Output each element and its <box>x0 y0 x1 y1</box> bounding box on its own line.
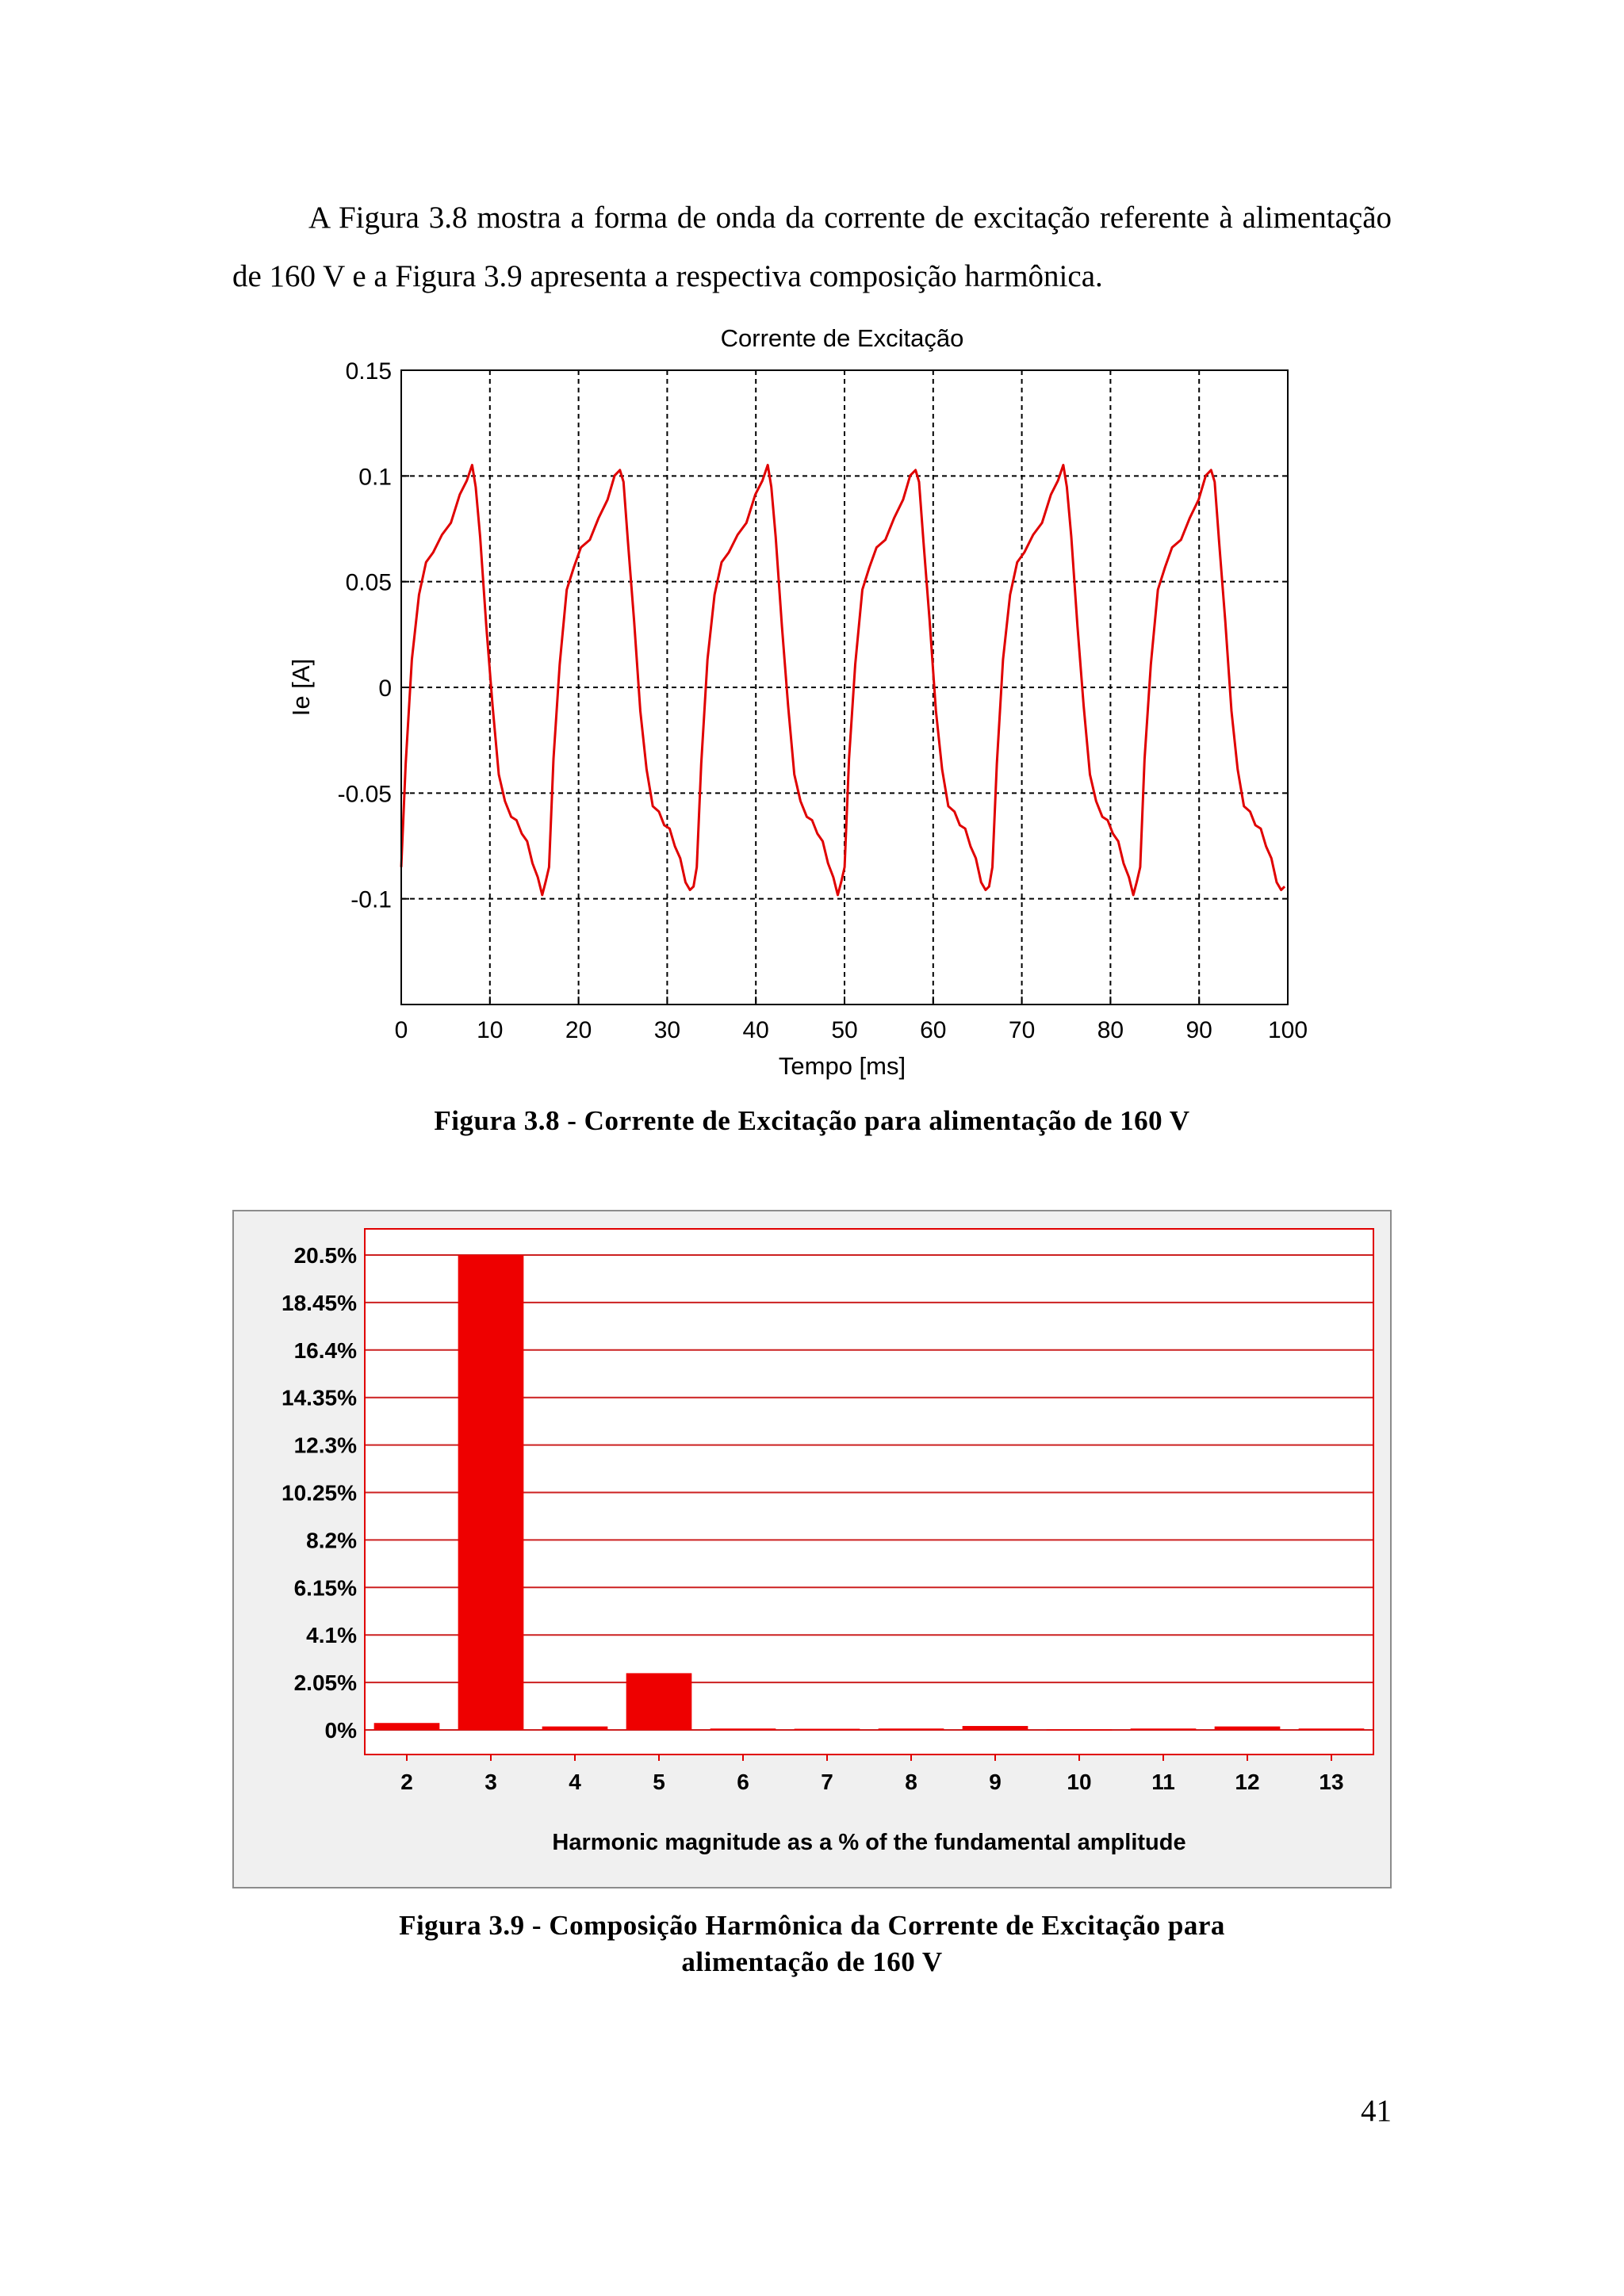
x-tick-label: 13 <box>1319 1770 1344 1794</box>
x-tick-label: 12 <box>1235 1770 1260 1794</box>
bar-harmonic-3 <box>458 1255 524 1730</box>
y-tick-labels <box>282 1243 357 1743</box>
bar-harmonic-10 <box>1047 1729 1113 1730</box>
figure-3-9-caption <box>232 1908 1392 1980</box>
x-axis-label: Harmonic magnitude as a % of the fundamental amplitude <box>552 1830 1186 1855</box>
y-tick-label: 4.1% <box>306 1623 357 1648</box>
y-tick-label: 16.4% <box>293 1337 357 1363</box>
bar-harmonic-7 <box>795 1729 860 1730</box>
x-tick-label: 100 <box>1267 1017 1308 1043</box>
bar-harmonic-4 <box>542 1727 608 1730</box>
x-tick-label: 70 <box>1008 1017 1036 1043</box>
bar-harmonic-5 <box>626 1673 692 1730</box>
y-tick-label: 6.15% <box>293 1575 357 1601</box>
x-tick-labels <box>395 1017 1308 1043</box>
bar-harmonic-12 <box>1215 1727 1281 1730</box>
y-tick-label: 18.45% <box>282 1290 357 1315</box>
x-tick-label: 90 <box>1185 1017 1212 1043</box>
x-tick-label: 40 <box>742 1017 769 1043</box>
bar-harmonic-2 <box>374 1723 440 1730</box>
x-tick-label: 20 <box>565 1017 592 1043</box>
x-tick-labels <box>400 1770 1343 1794</box>
x-tick-label: 2 <box>400 1770 413 1794</box>
y-tick-label: 12.3% <box>293 1433 357 1458</box>
bar-harmonic-6 <box>710 1728 776 1730</box>
y-tick-label: -0.1 <box>350 886 392 913</box>
excitation-current-chart <box>0 0 1624 1094</box>
chart-title: Corrente de Excitação <box>720 324 964 352</box>
x-axis-label: Tempo [ms] <box>778 1052 906 1080</box>
bar-harmonic-8 <box>879 1728 944 1730</box>
y-tick-label: 20.5% <box>293 1243 357 1268</box>
x-tick-label: 0 <box>394 1017 408 1043</box>
figure-3-8-caption: Figura 3.8 - Corrente de Excitação para alimentação de 160 V <box>434 1105 1190 1136</box>
x-tick-label: 3 <box>485 1770 497 1794</box>
y-tick-label: 0.1 <box>358 464 392 491</box>
x-tick-label: 50 <box>831 1017 858 1043</box>
x-tick-label: 30 <box>653 1017 681 1043</box>
paragraph-line-2: alimentação de 160 V e a Figura 3.9 apresenta a respectiva composição harmônica. <box>232 201 1392 293</box>
x-tick-label: 80 <box>1097 1017 1124 1043</box>
y-tick-label: 0 <box>378 675 392 702</box>
x-tick-label: 9 <box>989 1770 1002 1794</box>
bar-harmonic-11 <box>1131 1728 1197 1730</box>
y-tick-label: 0% <box>324 1718 357 1743</box>
caption-line-2: alimentação de 160 V <box>681 1946 943 1977</box>
bar-harmonic-13 <box>1299 1728 1365 1730</box>
y-tick-label: -0.05 <box>337 781 392 808</box>
x-tick-label: 60 <box>920 1017 947 1043</box>
x-tick-label: 11 <box>1151 1770 1175 1794</box>
y-tick-labels <box>338 358 392 913</box>
harmonic-chart-frame <box>232 1210 1392 1888</box>
harmonic-composition-chart <box>234 1211 1390 1887</box>
y-tick-label: 0.05 <box>345 569 392 596</box>
y-tick-label: 0.15 <box>345 358 392 385</box>
page-number: 41 <box>1361 2094 1392 2128</box>
y-tick-label: 2.05% <box>293 1670 357 1696</box>
paragraph-line-1: A Figura 3.8 mostra a forma de onda da corrente de excitação referente à <box>308 201 1233 235</box>
y-tick-label: 10.25% <box>282 1480 357 1506</box>
x-tick-label: 8 <box>905 1770 917 1794</box>
y-tick-label: 8.2% <box>306 1528 357 1553</box>
x-tick-label: 10 <box>477 1017 504 1043</box>
x-tick-label: 4 <box>569 1770 581 1794</box>
caption-line-1: Figura 3.9 - Composição Harmônica da Corrente de Excitação para <box>399 1910 1225 1941</box>
x-tick-label: 10 <box>1067 1770 1092 1794</box>
bar-harmonic-9 <box>963 1726 1028 1730</box>
y-tick-label: 14.35% <box>282 1385 357 1410</box>
y-axis-label: Ie [A] <box>287 658 315 717</box>
x-tick-label: 6 <box>737 1770 749 1794</box>
x-tick-label: 7 <box>821 1770 833 1794</box>
x-tick-label: 5 <box>653 1770 665 1794</box>
